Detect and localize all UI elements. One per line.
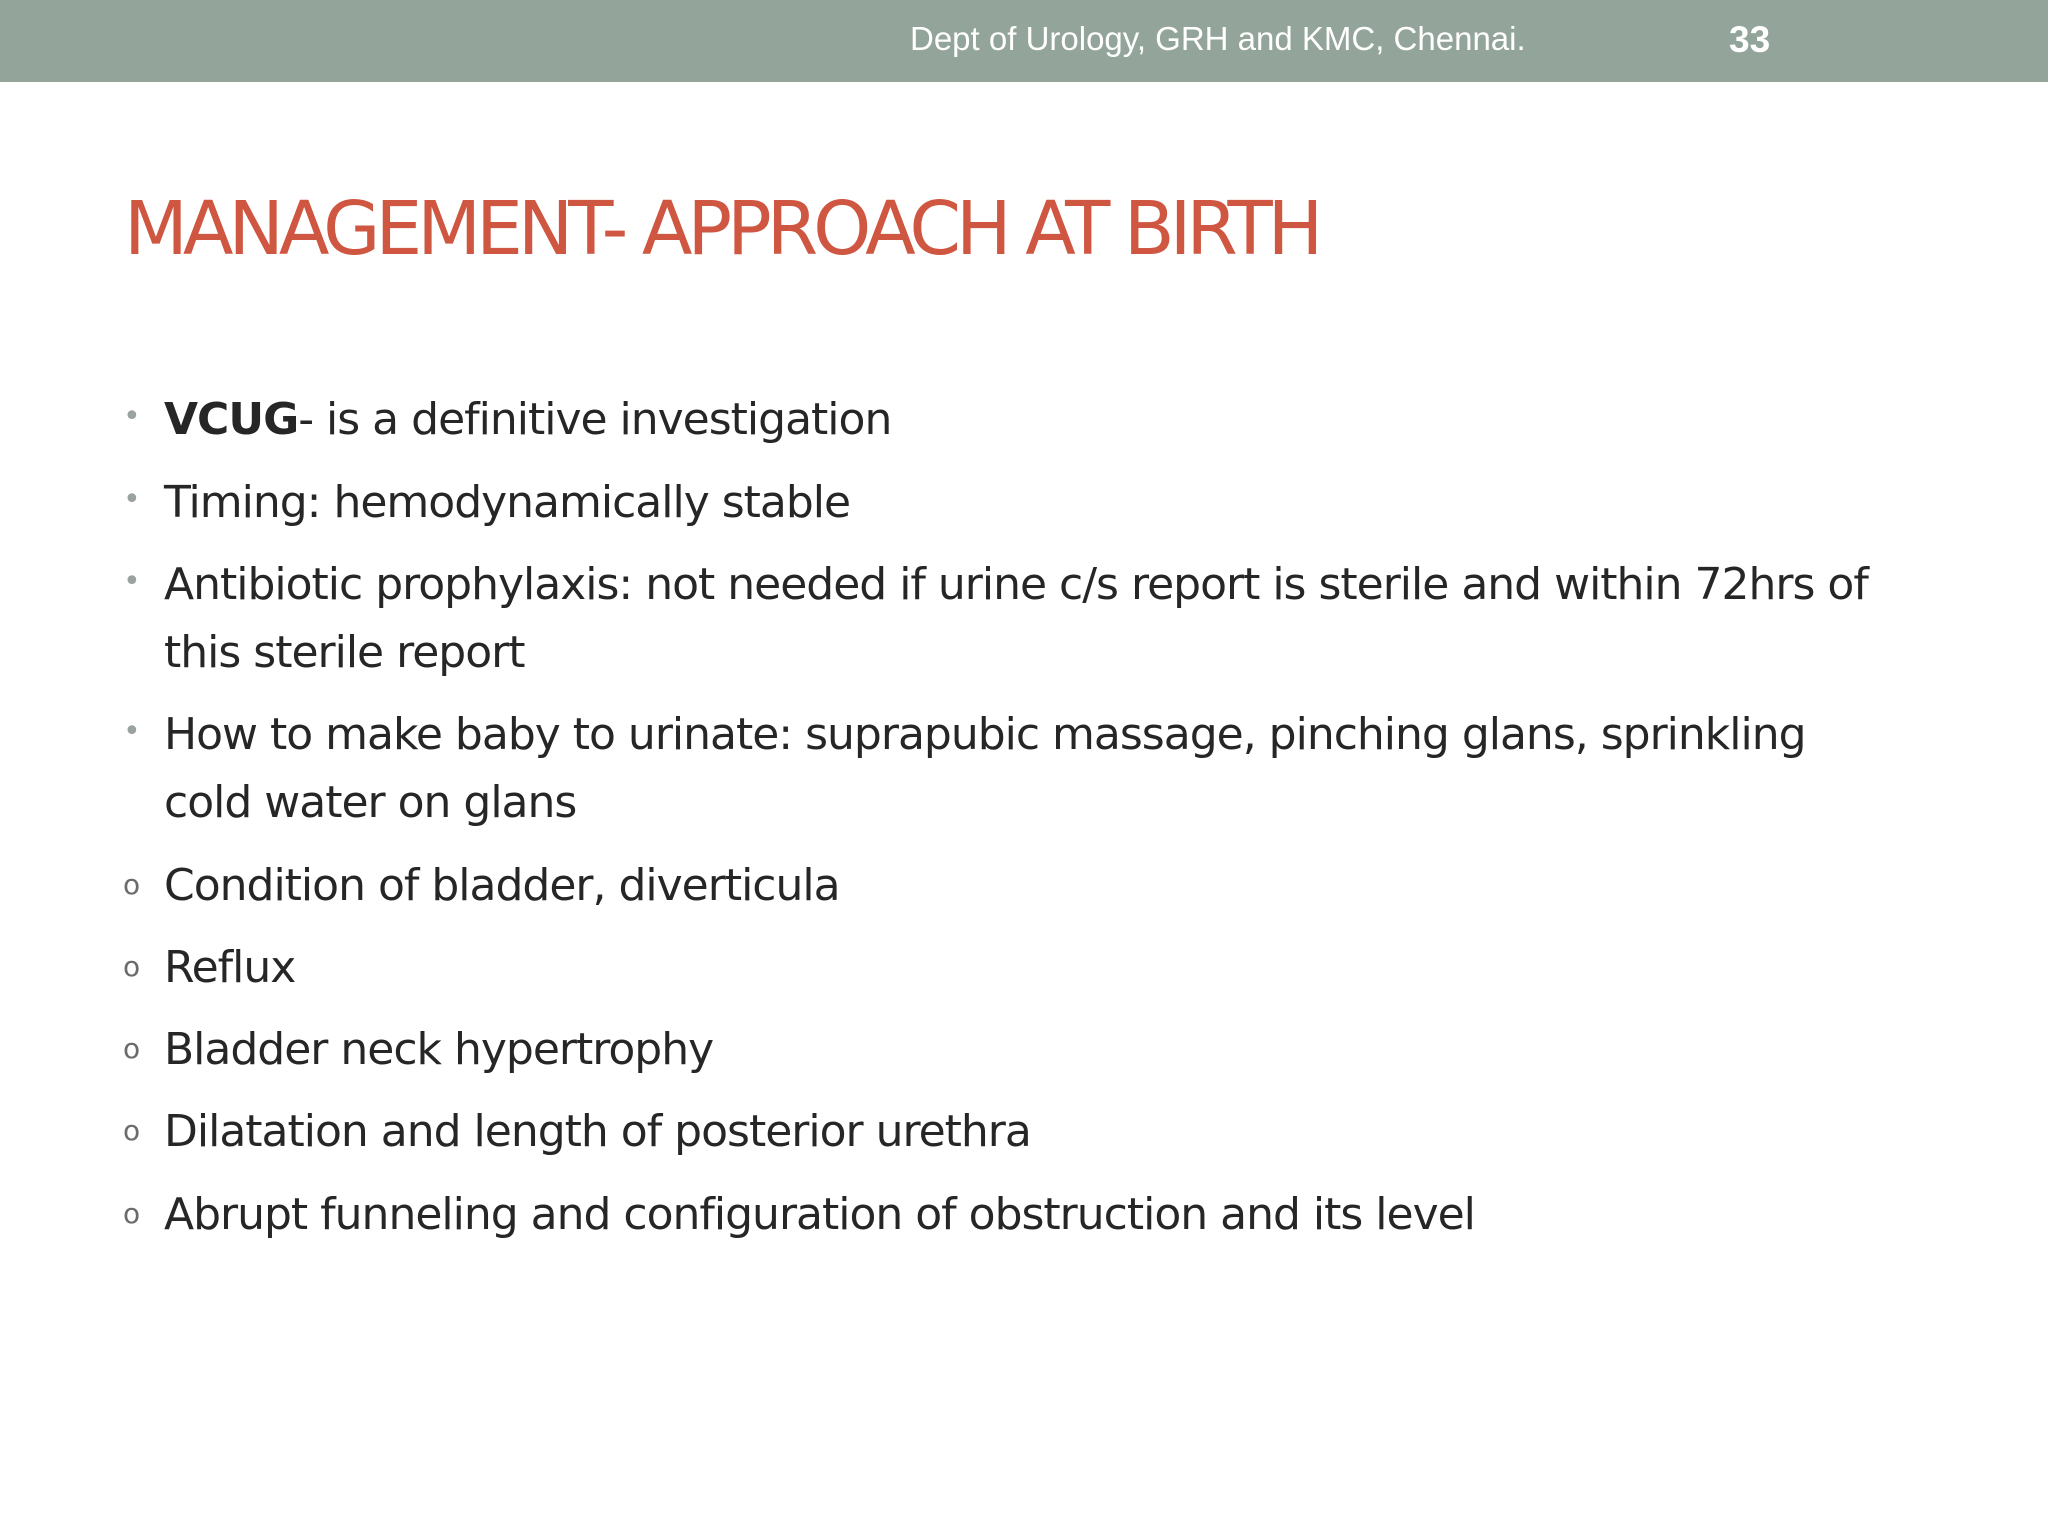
header-bar [0, 0, 2048, 82]
bullet-text: Bladder neck hypertrophy [164, 1024, 714, 1075]
bullet-circle-icon: o [123, 1197, 141, 1230]
bullet-rest: - is a definitive investigation [298, 394, 892, 445]
bullet-text: Dilatation and length of posterior urethra [164, 1106, 1031, 1157]
slide-title: MANAGEMENT- APPROACH AT BIRTH [124, 186, 1319, 272]
bullet-dot-icon: • [123, 564, 141, 599]
bullet-circle-icon: o [123, 1114, 141, 1147]
bullet-text: How to make baby to urinate: suprapubic massage, pinching glans, sprinkling cold water on glans [164, 709, 1806, 828]
bullet-circle-icon: o [123, 1032, 141, 1065]
bullet-text: Abrupt funneling and configuration of obstruction and its level [164, 1189, 1475, 1240]
bullet-bold-lead: VCUG [164, 394, 299, 445]
slide-page-number: 33 [1729, 19, 1771, 60]
bullet-text: Timing: hemodynamically stable [164, 477, 851, 528]
bullet-circle-icon: o [123, 868, 141, 901]
bullet-circle-icon: o [123, 950, 141, 983]
bullet-dot-icon: • [123, 399, 141, 434]
bullet-text: Antibiotic prophylaxis: not needed if urine c/s report is sterile and within 72hrs of this sterile report [164, 559, 1868, 678]
bullet-text [164, 386, 1884, 454]
header-department-text: Dept of Urology, GRH and KMC, Chennai. [910, 20, 1526, 57]
bullet-text: Condition of bladder, diverticula [164, 860, 840, 911]
bullet-dot-icon: • [123, 482, 141, 517]
bullet-dot-icon: • [123, 714, 141, 749]
bullet-text: Reflux [164, 942, 296, 993]
